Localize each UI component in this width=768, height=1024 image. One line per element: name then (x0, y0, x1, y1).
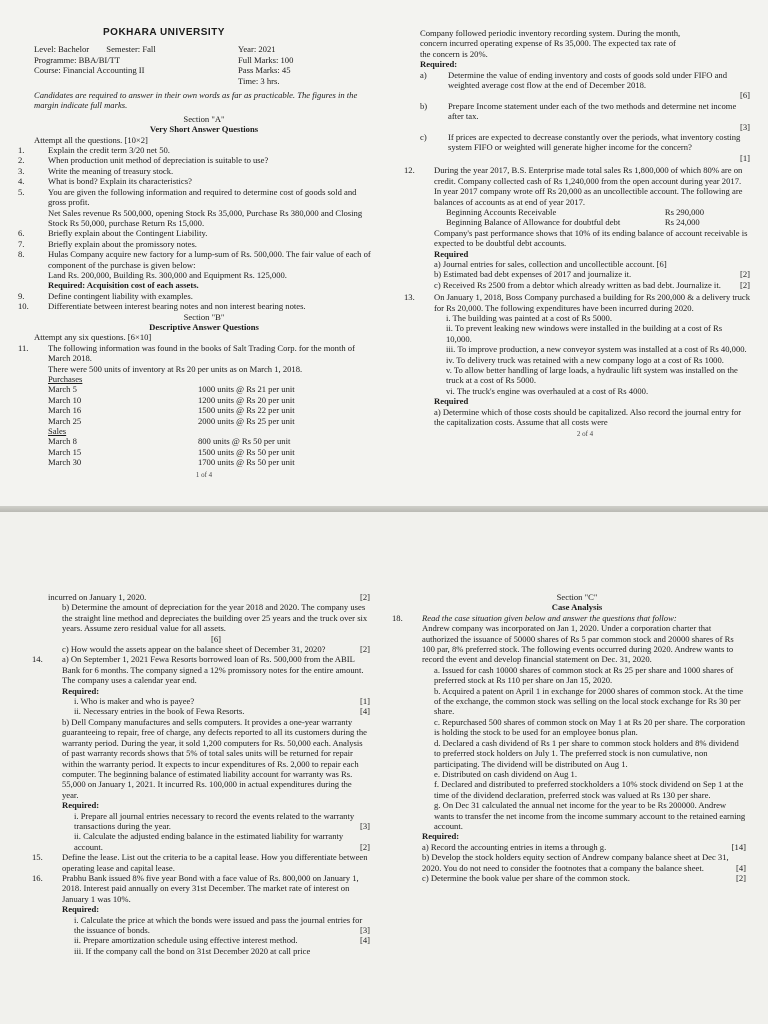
question-number: 10. (18, 301, 29, 312)
question-text: Explain the credit term 3/20 net 50. (48, 145, 170, 156)
required-label: Required: (62, 800, 100, 811)
required-label: Required: (420, 59, 458, 70)
section-a-title: Very Short Answer Questions (149, 124, 259, 135)
question-number: 12. (404, 165, 415, 176)
header-pass-marks: Pass Marks: 45 (238, 65, 291, 76)
header-full-marks: Full Marks: 100 (238, 54, 294, 65)
section-a-heading: Section "A" (183, 113, 225, 124)
list-item: March 15 1500 units @ Rs 50 per unit (48, 446, 295, 457)
required-item: a) Journal entries for sales, collection and uncollectible account. [6] (434, 258, 667, 269)
page-2: Company followed periodic inventory recording system. During the month, concern incurred operating expense of Rs 35,000. The expected tax rate of the concern is 20%. Required: a) Determine the value of ending inventory and costs of goods sold under FIFO and weighted average cost flow at the end of December 2018. [6] b) Prepare Income statement under each of the two methods and determine net income after tax. [3] c) If prices are expected to decrease constantly over the periods, what inventory costing system FIFO or weighted will generate higher income for the concern? [1] 12. During the year 2017, B.S. Enterprise made total sales Rs 1,800,000 of which 80% are on credit. Company collected cash of Rs 1,240,000 from the open account during year 2017. In year 2017 company wrote off Rs 20,000 as an uncollectible account. The following are balances of accounts as at end of year 2017. Beginning Accounts Receivable Rs 290,000 Beginning Balance of Allowance for doubtful debt Rs 24,000 Company's past performance shows that 10% of its ending balance of account receivable is expected to be doubtful debt accounts. Required a) Journal entries for sales, collection and uncollectible account. [6] b) Estimated bad debt expenses of 2017 and journalize it. [2] c) Received Rs 2500 from a debtor which already written as bad debt. Journalize it. [2] 13. On January 1, 2018, Boss Company purchased a building for Rs 200,000 & a delivery truck for Rs 20,000. The following expenditures have been incurred during 2020. i. The building was painted at a cost of Rs 5000. ii. To prevent leaking new windows were installed in the building at a cost of Rs 10,000. iii. To improve production, a new conveyor system was installed at a cost of Rs 40,000. iv. To delivery truck was retained with a new company logo at a cost of Rs 1000. v. To allow better handling of large loads, a hydraulic lift system was installed on the truck at a cost of Rs 5000. vi. The truck's engine was overhauled at a cost of Rs 4000. Required a) Determine which of those costs should be capitalized. Also record the journal entry for the capitalization costs. Assume that all costs were 2 of 4 (404, 28, 751, 439)
required-label: Required: (422, 831, 460, 842)
question-number: 4. (18, 176, 25, 187)
required-label: Required: (62, 904, 100, 915)
required-item: i. Prepare all journal entries necessary to record the events related to the warranty transactions during the year. [3] (74, 810, 370, 831)
question-16-text: Prabhu Bank issued 8% five year Bond with a face value of Rs. 800,000 on January 1, 2018. Interest paid annually on every 31st December. The market rate of interest on January 1 was 10%. (62, 872, 359, 904)
marks: [3] (739, 121, 750, 132)
list-item: a. Issued for cash 10000 shares of common stock at Rs 25 per share and 1000 shares of preferred stock at Rs 110 per share on Jan 15, 2020. (434, 664, 734, 686)
list-item: g. On Dec 31 calculated the annual net income for the year to be Rs 200000. Andrew wants to transfer the net income from the income summary account to the retained earning account. (434, 800, 746, 831)
list-item: vi. The truck's engine was overhauled at a cost of Rs 4000. (446, 385, 649, 396)
question-15-text: Define the lease. List out the criteria to be a capital lease. How you differentiate between operating lease and capital lease. (62, 852, 368, 873)
required-item: b) Develop the stock holders equity section of Andrew company balance sheet at Dec 31, 2020. You do not need to consider the footnotes that a company the balance sheet. [4] (422, 852, 746, 873)
question-5-data: Net Sales revenue Rs 500,000, opening Stock Rs 35,000, Purchase Rs 380,000 and Closing Stock Rs 50,000, purchase Return Rs 15,000. (48, 207, 363, 228)
question-number: 1. (18, 145, 25, 156)
balance-row: Beginning Accounts Receivable Rs 290,000 (446, 206, 705, 217)
list-item: iv. To delivery truck was retained with a new company logo at a cost of Rs 1000. (446, 354, 724, 365)
balance-row: Beginning Balance of Allowance for doubtful debt Rs 24,000 (446, 217, 700, 228)
section-c-heading: Section "C" (556, 592, 598, 602)
section-b-heading: Section "B" (183, 311, 225, 322)
required-item: a) Record the accounting entries in items a through g. [14] (422, 841, 746, 852)
question-number: 18. (392, 612, 403, 623)
question-number: 8. (18, 249, 25, 260)
list-item: iii. To improve production, a new conveyor system was installed at a cost of Rs 40,000. (446, 344, 747, 355)
list-item: March 30 1700 units @ Rs 50 per unit (48, 457, 295, 468)
question-number: 2. (18, 155, 25, 166)
list-item: v. To allow better handling of large loads, a hydraulic lift system was installed on the truck at a cost of Rs 5000. (446, 365, 738, 386)
required-item: ii. Calculate the adjusted ending balance in the estimated liability for warranty account. [2] (74, 831, 370, 852)
question-number: 15. (32, 852, 43, 863)
question-11-text: The following information was found in the books of Salt Trading Corp. for the month of March 2018. (48, 342, 355, 364)
header-year: Year: 2021 (238, 44, 276, 55)
question-14a-text: a) On September 1, 2021 Fewa Resorts borrowed loan of Rs. 500,000 from the ABIL Bank for 6 months. The company signed a 12% promissory notes for the entire amount. The company uses a calendar year end. (62, 654, 364, 686)
header-programme: Programme: BBA/BI/TT (34, 54, 121, 65)
question-text: Define contingent liability with examples. (48, 290, 193, 301)
marks: [1] (739, 152, 750, 163)
question-text: Briefly explain about the Contingent Liability. (48, 228, 208, 239)
list-item: ii. To prevent leaking new windows were installed in the building at a cost of Rs 10,000. (446, 323, 723, 344)
list-item: c. Repurchased 500 shares of common stock on May 1 at Rs 20 per share. The corporation is holding the stock to be used for an employee bonus plan. (434, 716, 746, 738)
question-13-text: On January 1, 2018, Boss Company purchased a building for Rs 200,000 & a delivery truck for Rs 20,000. The following expenditures have been incurred during 2020. (434, 292, 751, 313)
page-number: 1 of 4 (195, 470, 213, 479)
question-12-text-2: Company's past performance shows that 10% of its ending balance of account receivable is expected to be doubtful debt accounts. (434, 227, 748, 249)
page-4 (392, 592, 746, 883)
question-text: Briefly explain about the promissory notes. (48, 238, 197, 249)
list-item: March 10 1200 units @ Rs 20 per unit (48, 394, 295, 405)
list-item: i. The building was painted at a cost of Rs 5000. (446, 312, 612, 323)
list-item: b. Acquired a patent on April 1 in exchange for 2000 shares of common stock. At the time of the exchange, the common stock was selling on the local stock exchange for Rs 30 per share. (434, 685, 744, 717)
question-number: 11. (18, 342, 29, 353)
required-item: Prepare Income statement under each of the two methods and determine net income after tax. (448, 100, 737, 122)
continued-text: the concern is 20%. (420, 48, 488, 59)
question-text: Hulas Company acquire new factory for a lump-sum of Rs. 500,000. The fair value of each of component of the purchase is given below: (48, 249, 371, 270)
list-item: d. Declared a cash dividend of Rs 1 per share to common stock holders and 8% dividend to preferred stock holders on July 1. The preferred stock is non cumulative, non participating. The dividend will be distributed on Aug 1. (434, 737, 739, 769)
case-text: Andrew company was incorporated on Jan 1, 2020. Under a corporation charter that authorized the issuance of 50000 shares of Rs 5 par common stock and 20000 shares of Rs 100 par, 8% preferred stock. The following events occurred during 2020. Andrew wants to record the event and develop financial statement on Dec. 31, 2020. (422, 623, 734, 665)
list-item: e. Distributed on cash dividend on Aug 1. (434, 768, 577, 779)
question-8-data: Land Rs. 200,000, Building Rs. 300,000 and Equipment Rs. 125,000. (48, 269, 287, 280)
question-text: When production unit method of depreciation is suitable to use? (48, 155, 269, 166)
attempt-six-note: Attempt any six questions. [6×10] (34, 332, 152, 343)
list-item: March 25 2000 units @ Rs 25 per unit (48, 415, 295, 426)
question-number: 16. (32, 872, 43, 883)
required-label: Required (434, 396, 469, 407)
question-text: Differentiate between interest bearing notes and non interest bearing notes. (48, 301, 306, 312)
question-12-text: During the year 2017, B.S. Enterprise made total sales Rs 1,800,000 of which 80% are on credit. Company collected cash of Rs 1,240,000 from the open account during year 2017. In year 2017 company wrote off Rs 20,000 as an uncollectible account. The following are balances of accounts as at end of year 2017. (434, 165, 743, 207)
required-item: c) Determine the book value per share of the common stock. [2] (422, 872, 746, 883)
question-number: 9. (18, 290, 25, 301)
header-level: Level: Bachelor Semester: Fall (34, 44, 156, 55)
required-item: c) Received Rs 2500 from a debtor which already written as bad debt. Journalize it. [2] (434, 279, 750, 290)
question-number: 5. (18, 186, 25, 197)
exam-page-bottom (0, 512, 768, 1024)
continued-text: concern incurred operating expense of Rs 35,000. The expected tax rate of (420, 38, 676, 49)
question-text: Write the meaning of treasury stock. (48, 165, 174, 176)
required-item: iii. If the company call the bond on 31st December 2020 at call price (74, 945, 311, 956)
section-b-title: Descriptive Answer Questions (149, 321, 259, 332)
continued-text: incurred on January 1, 2020. [2] (48, 592, 370, 602)
required-label: Required (434, 248, 469, 259)
header-course: Course: Financial Accounting II (34, 65, 145, 76)
required-label: Required: (62, 685, 100, 696)
required-item: Determine the value of ending inventory and costs of goods sold under FIFO and weighted average cost flow at the end of December 2018. (448, 69, 728, 91)
list-item: March 8 800 units @ Rs 50 per unit (48, 436, 291, 447)
sales-label: Sales (48, 426, 67, 437)
section-c-title: Case Analysis (551, 602, 603, 613)
question-14b-text: b) Dell Company manufactures and sells computers. It provides a one-year warranty guaranteeing to repair, free of charge, any defects reported to all its customers during the warranty period. During the year, it sold 1,200 computers for Rs. 50,000 each. Analysis of past warranty records shows that 5% of total sales units will be returned for repair within the warranty period. It expects to incur expenditures of Rs. 2,000 to repair each computer. The beginning balance of estimated liability account for warranty was Rs. 55,000 on January 1, 2021. It incurred Rs. 100,000 in actual expenditures during the year. (62, 716, 367, 800)
question-number: 13. (404, 292, 415, 303)
required-item: i. Who is maker and who is payee? [1] (74, 696, 370, 707)
question-8-required: Required: Acquisition cost of each assets. (48, 280, 199, 291)
question-text: What is bond? Explain its characteristics? (48, 176, 192, 187)
question-text: You are given the following information and required to determine cost of goods sold and gross profit. (48, 186, 357, 208)
list-item: March 16 1500 units @ Rs 22 per unit (48, 405, 295, 416)
question-11-inventory: There were 500 units of inventory at Rs 20 per units as on March 1, 2018. (48, 363, 303, 374)
required-item: ii. Necessary entries in the book of Fewa Resorts. [4] (74, 706, 370, 717)
required-item: If prices are expected to decrease constantly over the periods, what inventory costing system FIFO or weighted will generate higher income for the concern? (448, 132, 741, 153)
case-intro: Read the case situation given below and answer the questions that follow: (422, 612, 677, 623)
required-item: a) Determine which of those costs should be capitalized. Also record the journal entry for the capitalization costs. Assume that all costs were (434, 406, 742, 428)
continued-text: Company followed periodic inventory recording system. During the month, (420, 28, 681, 38)
question-number: 6. (18, 228, 25, 239)
exam-header (34, 44, 374, 86)
required-item: i. Calculate the price at which the bonds were issued and pass the journal entries for the issuance of bonds. [3] (74, 914, 370, 935)
page-number: 2 of 4 (576, 430, 594, 439)
attempt-all-note: Attempt all the questions. [10×2] (34, 134, 148, 145)
page-3 (32, 592, 370, 956)
header-time: Time: 3 hrs. (238, 75, 280, 86)
list-item: March 5 1000 units @ Rs 21 per unit (48, 384, 295, 395)
required-item: b) Estimated bad debt expenses of 2017 and journalize it. [2] (434, 269, 750, 280)
question-number: 14. (32, 654, 43, 665)
page-1 (18, 27, 374, 480)
purchases-label: Purchases (48, 374, 83, 384)
required-item: ii. Prepare amortization schedule using effective interest method. [4] (74, 935, 370, 946)
instructions: Candidates are required to answer in their own words as far as practicable. The figures in the margin indicate full marks. (34, 90, 358, 111)
marks: [6] (739, 90, 750, 101)
university-name: POKHARA UNIVERSITY (103, 27, 225, 38)
question-number: 7. (18, 238, 25, 249)
list-item: f. Declared and distributed to preferred stockholders a 10% stock dividend on Sep 1 at the time of the dividend declaration, preferred stock was valued at Rs 130 per share. (434, 779, 744, 800)
question-part-b: b) Determine the amount of depreciation for the year 2018 and 2020. The company uses the straight line method and depreciates the building over 25 years and the truck over six years. Assume zero residual value for all assets. [6] (62, 602, 368, 644)
question-number: 3. (18, 165, 25, 176)
question-part-c: c) How would the assets appear on the balance sheet of December 31, 2020? [2] (62, 644, 370, 655)
